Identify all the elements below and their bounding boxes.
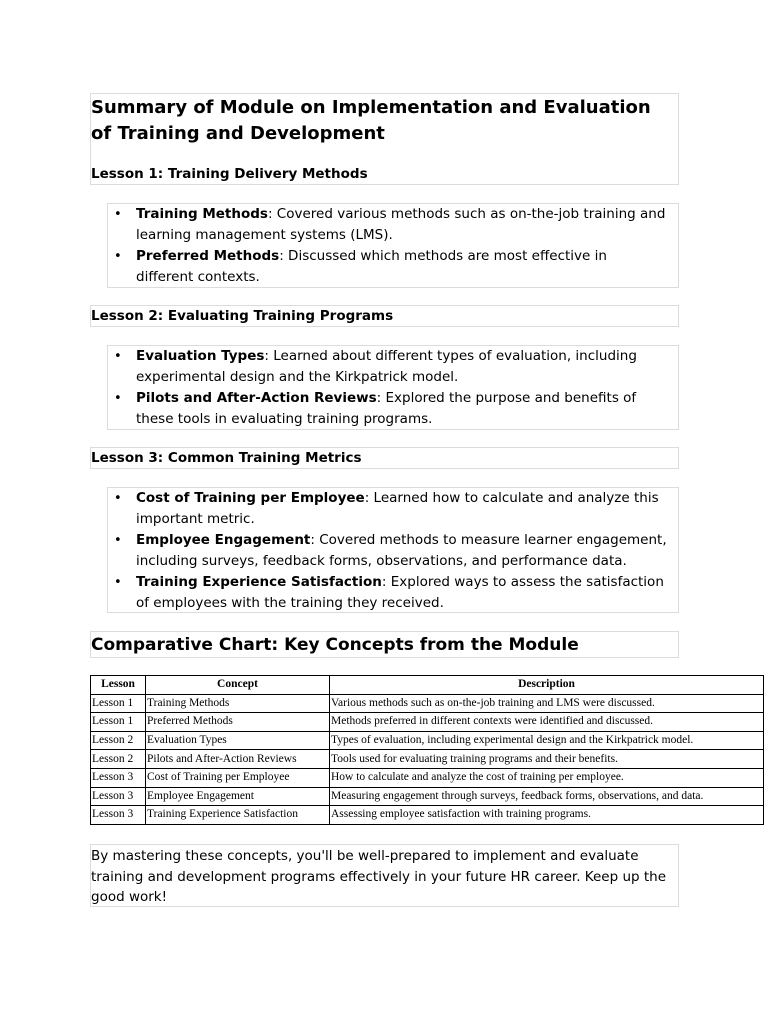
description-cell: Methods preferred in different contexts were identified and discussed. xyxy=(330,713,764,732)
lesson-cell: Lesson 2 xyxy=(91,750,146,769)
lesson-3-heading: Lesson 3: Common Training Metrics xyxy=(91,450,362,466)
bullet-icon: • xyxy=(114,391,122,406)
lesson-1-heading: Lesson 1: Training Delivery Methods xyxy=(91,166,368,182)
list-item-term: Pilots and After-Action Reviews xyxy=(136,390,377,406)
chart-title: Comparative Chart: Key Concepts from the Module xyxy=(91,635,579,655)
concept-cell: Employee Engagement xyxy=(146,787,330,806)
description-cell: Tools used for evaluating training programs and their benefits. xyxy=(330,750,764,769)
bullet-icon: • xyxy=(114,249,122,264)
list-item-text: : Explored the purpose and benefits of these tools in evaluating training programs. xyxy=(136,390,637,427)
column-header-lesson: Lesson xyxy=(91,676,146,695)
list-item xyxy=(108,488,668,530)
list-item-text: : Explored ways to assess the satisfaction of employees with the training they received. xyxy=(136,574,664,611)
list-item-term: Employee Engagement xyxy=(136,532,311,548)
lesson-1-list xyxy=(108,204,668,288)
bullet-icon: • xyxy=(114,349,122,364)
list-item-term: Preferred Methods xyxy=(136,248,280,264)
list-item-text: : Covered methods to measure learner engagement, including surveys, feedback forms, observations, and performance data. xyxy=(136,532,667,569)
table-row xyxy=(91,694,764,713)
list-item xyxy=(108,530,668,572)
lesson-cell: Lesson 3 xyxy=(91,806,146,825)
closing-paragraph: By mastering these concepts, you'll be well-prepared to implement and evaluate training and development programs effectively in your future HR career. Keep up the good work! xyxy=(91,848,667,905)
lesson-cell: Lesson 1 xyxy=(91,713,146,732)
table-row xyxy=(91,713,764,732)
column-header-description: Description xyxy=(330,676,764,695)
list-item-text: : Learned how to calculate and analyze this important metric. xyxy=(136,490,659,527)
description-cell: Measuring engagement through surveys, feedback forms, observations, and data. xyxy=(330,787,764,806)
concept-cell: Preferred Methods xyxy=(146,713,330,732)
bullet-icon: • xyxy=(114,575,122,590)
table-header-row xyxy=(91,676,764,695)
lesson-3-list xyxy=(108,488,668,614)
lesson-2-list xyxy=(108,346,668,430)
list-item xyxy=(108,204,668,246)
list-item-term: Cost of Training per Employee xyxy=(136,490,365,506)
list-item-text: : Discussed which methods are most effective in different contexts. xyxy=(136,248,607,285)
table-row xyxy=(91,750,764,769)
description-cell: Types of evaluation, including experimental design and the Kirkpatrick model. xyxy=(330,731,764,750)
table-row xyxy=(91,787,764,806)
list-item-term: Training Methods xyxy=(136,206,268,222)
table-row xyxy=(91,806,764,825)
concept-cell: Training Experience Satisfaction xyxy=(146,806,330,825)
list-item-text: : Learned about different types of evaluation, including experimental design and the Kirkpatrick model. xyxy=(136,348,637,385)
concept-cell: Pilots and After-Action Reviews xyxy=(146,750,330,769)
bullet-icon: • xyxy=(114,207,122,222)
lesson-2-heading: Lesson 2: Evaluating Training Programs xyxy=(91,308,394,324)
lesson-cell: Lesson 1 xyxy=(91,694,146,713)
list-item xyxy=(108,388,668,430)
lesson-cell: Lesson 3 xyxy=(91,787,146,806)
lesson-cell: Lesson 3 xyxy=(91,768,146,787)
concept-cell: Evaluation Types xyxy=(146,731,330,750)
list-item-term: Evaluation Types xyxy=(136,348,265,364)
list-item-term: Training Experience Satisfaction xyxy=(136,574,382,590)
concept-cell: Cost of Training per Employee xyxy=(146,768,330,787)
lesson-cell: Lesson 2 xyxy=(91,731,146,750)
table-row xyxy=(91,731,764,750)
list-item xyxy=(108,572,668,614)
description-cell: Assessing employee satisfaction with training programs. xyxy=(330,806,764,825)
description-cell: How to calculate and analyze the cost of training per employee. xyxy=(330,768,764,787)
concept-cell: Training Methods xyxy=(146,694,330,713)
table-row xyxy=(91,768,764,787)
description-cell: Various methods such as on-the-job training and LMS were discussed. xyxy=(330,694,764,713)
list-item xyxy=(108,246,668,288)
bullet-icon: • xyxy=(114,533,122,548)
concepts-table xyxy=(90,675,764,825)
bullet-icon: • xyxy=(114,491,122,506)
page-title: Summary of Module on Implementation and Evaluation of Training and Development xyxy=(91,97,651,144)
column-header-concept: Concept xyxy=(146,676,330,695)
list-item-text: : Covered various methods such as on-the-job training and learning management systems (LMS). xyxy=(136,206,666,243)
list-item xyxy=(108,346,668,388)
